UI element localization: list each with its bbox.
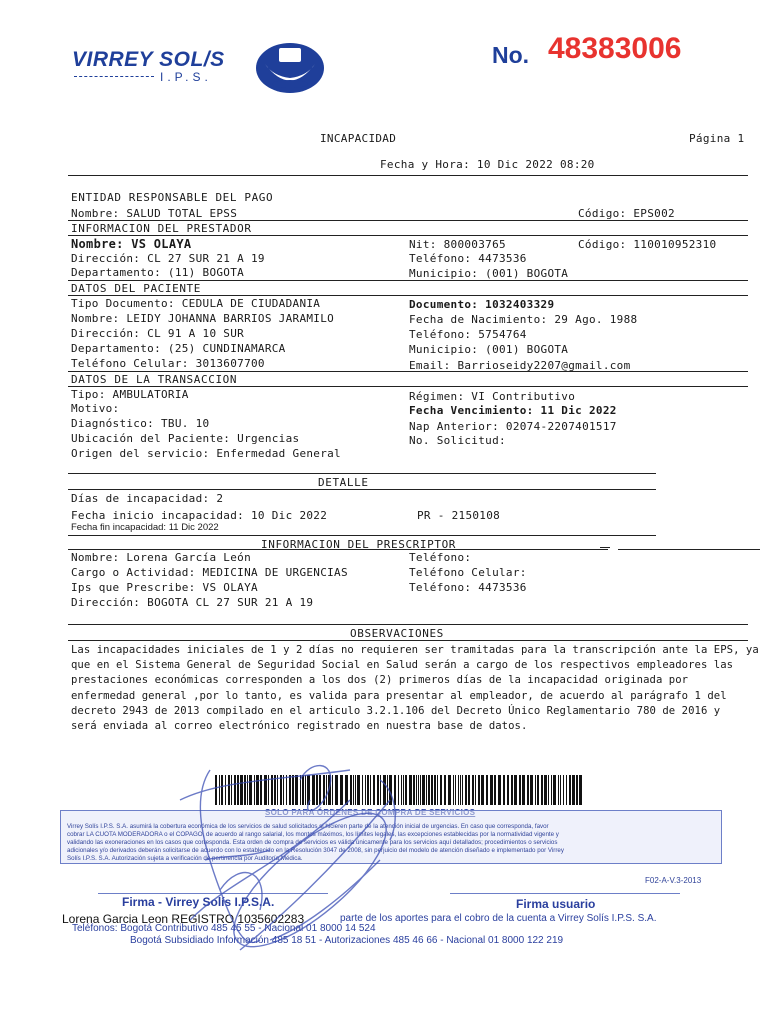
prestador-direccion: Dirección: CL 27 SUR 21 A 19: [71, 252, 265, 265]
divider: [618, 549, 760, 550]
transaccion-regimen: Régimen: VI Contributivo: [409, 390, 576, 403]
divider: [68, 489, 656, 490]
section-entidad: ENTIDAD RESPONSABLE DEL PAGO: [71, 191, 274, 204]
logo-ips: I.P.S.: [160, 70, 212, 84]
section-paciente: DATOS DEL PACIENTE: [71, 282, 202, 295]
observaciones-line: será enviada al correo electrónico registrado en nuestra base de datos.: [71, 720, 528, 733]
prescriptor-telefono-2: Teléfono: 4473536: [409, 581, 527, 594]
stamp-line: cobrar LA CUOTA MODERADORA o el COPAGO, de acuerdo al rango salarial, los montos máximos, los límites legales, las excepciones establecidas por la normatividad vigente y: [67, 831, 559, 838]
transaccion-origen: Origen del servicio: Enfermedad General: [71, 447, 341, 460]
detalle-pr: PR - 2150108: [417, 509, 501, 522]
transaccion-motivo: Motivo:: [71, 402, 120, 415]
detalle-fin: Fecha fin incapacidad: 11 Dic 2022: [71, 522, 219, 533]
prescriptor-celular: Teléfono Celular:: [409, 566, 527, 579]
observaciones-line: enfermedad general ,por lo tanto, es valida para presentar al empleador, de acuerdo al parágrafo 1 del: [71, 689, 727, 702]
observaciones-line: decreto 2943 de 2013 compilado en el articulo 3.2.1.106 del Decreto Único Reglamentario 780 de 2016 y: [71, 704, 721, 717]
prescriptor-cargo: Cargo o Actividad: MEDICINA DE URGENCIAS: [71, 566, 348, 579]
paciente-municipio: Municipio: (001) BOGOTA: [409, 343, 569, 356]
divider: [68, 386, 748, 387]
document-title: INCAPACIDAD: [320, 132, 397, 145]
prescriptor-telefono: Teléfono:: [409, 551, 472, 564]
divider: [68, 280, 748, 281]
paciente-departamento: Departamento: (25) CUNDINAMARCA: [71, 342, 286, 355]
firma-ips: Firma - Virrey Solís I.P.S.A.: [122, 895, 275, 909]
document-datetime: Fecha y Hora: 10 Dic 2022 08:20: [380, 158, 595, 171]
stamp-telefonos-1: Teléfonos: Bogotá Contributivo 485 45 55 - Nacional 01 8000 14 524: [72, 923, 376, 934]
section-prescriptor: INFORMACION DEL PRESCRIPTOR: [261, 538, 457, 551]
logo-text: VIRREY SOL/S: [72, 48, 225, 71]
paciente-direccion: Dirección: CL 91 A 10 SUR: [71, 327, 245, 340]
divider: [68, 549, 608, 550]
divider: [68, 624, 748, 625]
prescriptor-nombre: Nombre: Lorena García León: [71, 551, 251, 564]
prestador-codigo: Código: 110010952310: [578, 238, 717, 251]
signature: [150, 740, 430, 970]
paciente-celular: Teléfono Celular: 3013607700: [71, 357, 265, 370]
divider: [68, 220, 748, 221]
divider: [68, 175, 748, 176]
entidad-nombre: Nombre: SALUD TOTAL EPSS: [71, 207, 238, 220]
stamp-line: adicionales y/o derivados deberán solicitarse de acuerdo con lo establecido en la Resolución 3047 de 2008, sin perjuicio del modelo de atención diseñado e implementado por Virrey: [67, 847, 564, 854]
divider: [68, 473, 656, 474]
observaciones-line: Las incapacidades iniciales de 1 y 2 días no requieren ser tramitadas para la transcripción ante la EPS, ya: [71, 644, 759, 656]
divider: [68, 535, 656, 536]
prestador-departamento: Departamento: (11) BOGOTA: [71, 266, 245, 279]
paciente-tipo-documento: Tipo Documento: CEDULA DE CIUDADANIA: [71, 297, 321, 310]
observaciones-text: [71, 643, 759, 734]
section-detalle: DETALLE: [318, 476, 369, 489]
signature-line: [450, 893, 680, 894]
section-observaciones: OBSERVACIONES: [350, 627, 444, 640]
paciente-telefono: Teléfono: 5754764: [409, 328, 527, 341]
stamp-telefonos-2: Bogotá Subsidiado Información 485 18 51 - Autorizaciones 485 46 66 - Nacional 01 8000 122 219: [130, 935, 564, 946]
divider: [68, 235, 748, 236]
observaciones-line: prestaciones económicas corresponden a los dos (2) primeros días de la incapacidad originada por: [71, 674, 689, 687]
stamp-line: Virrey Solís I.P.S. S.A. asumirá la cobertura económica de los servicios de salud solicitados si hicieren parte de la atención inicial de urgencias. En caso que corresponda, favor: [67, 823, 549, 830]
transaccion-vencimiento: Fecha Vencimiento: 11 Dic 2022: [409, 404, 617, 417]
paciente-nombre: Nombre: LEIDY JOHANNA BARRIOS JARAMILO: [71, 312, 335, 325]
stamp-line: validando las exoneraciones en los casos que corresponda. Esta orden de compra de servicios es válida únicamente para los servicios aquí detallados; procedimientos o servicios: [67, 839, 558, 846]
number-value: 48383006: [548, 32, 682, 65]
logo-emblem-icon: [255, 42, 325, 94]
paciente-documento: Documento: 1032403329: [409, 298, 555, 311]
divider: [68, 295, 748, 296]
prestador-municipio: Municipio: (001) BOGOTA: [409, 267, 569, 280]
logo-dash: [74, 76, 154, 77]
stamp-code: F02-A-V.3-2013: [645, 876, 702, 885]
prescriptor-direccion: Dirección: BOGOTA CL 27 SUR 21 A 19: [71, 596, 314, 609]
page-number: Página 1: [689, 132, 745, 145]
detalle-inicio: Fecha inicio incapacidad: 10 Dic 2022: [71, 509, 328, 522]
firma-usuario: Firma usuario: [516, 897, 596, 911]
stamp-note: parte de los aportes para el cobro de la cuenta a Virrey Solís I.P.S. S.A.: [340, 913, 657, 924]
transaccion-nap: Nap Anterior: 02074-2207401517: [409, 420, 617, 433]
divider: [68, 640, 748, 641]
entidad-codigo: Código: EPS002: [578, 207, 675, 220]
transaccion-diagnostico: Diagnóstico: TBU. 10: [71, 417, 210, 430]
section-prestador: INFORMACION DEL PRESTADOR: [71, 222, 252, 235]
observaciones-line: que en el Sistema General de Seguridad Social en Salud serán a cargo de los respectivos empleadores las: [71, 659, 734, 672]
divider: [600, 547, 610, 548]
divider: [68, 371, 748, 372]
transaccion-solicitud: No. Solicitud:: [409, 434, 506, 447]
stamp-line: Solís I.P.S. S.A. Autorización sujeta a verificación de pertinencia por Auditoría Médica.: [67, 855, 303, 862]
paciente-nacimiento: Fecha de Nacimiento: 29 Ago. 1988: [409, 313, 638, 326]
paciente-email: Email: Barrioseidy2207@gmail.com: [409, 359, 631, 372]
transaccion-ubicacion: Ubicación del Paciente: Urgencias: [71, 432, 300, 445]
number-label: No.: [492, 42, 530, 68]
prescriptor-ips: Ips que Prescribe: VS OLAYA: [71, 581, 258, 594]
signer-text: Lorena Garcia Leon REGISTRO 1035602283: [62, 912, 305, 926]
prestador-nombre: Nombre: VS OLAYA: [71, 237, 192, 251]
prestador-telefono: Teléfono: 4473536: [409, 252, 527, 265]
section-transaccion: DATOS DE LA TRANSACCION: [71, 373, 238, 386]
transaccion-tipo: Tipo: AMBULATORIA: [71, 388, 189, 401]
prestador-nit: Nit: 800003765: [409, 238, 506, 251]
detalle-dias: Días de incapacidad: 2: [71, 492, 224, 505]
